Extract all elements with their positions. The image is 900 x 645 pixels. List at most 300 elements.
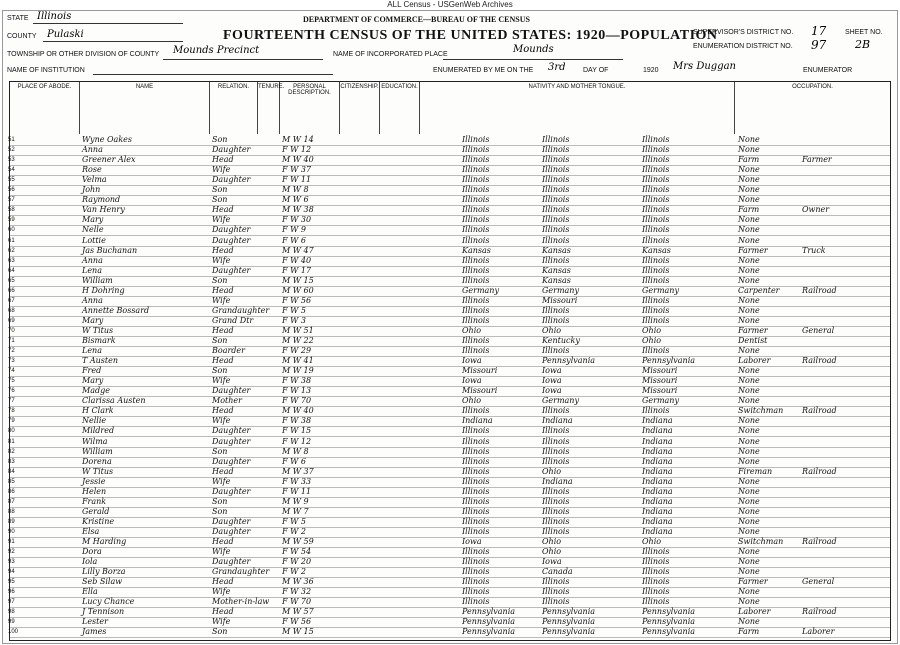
row-number: 51 xyxy=(8,137,15,143)
occupation: Switchman xyxy=(738,537,784,546)
father-birthplace: Illinois xyxy=(542,225,570,235)
industry xyxy=(802,306,872,316)
sex-race-age: M W 40 xyxy=(282,155,314,165)
industry: Laborer xyxy=(802,627,835,637)
industry: Railroad xyxy=(802,285,837,295)
mother-birthplace: Illinois xyxy=(642,205,670,215)
mother-birthplace: Illinois xyxy=(642,305,670,315)
father-birthplace: Illinois xyxy=(542,155,570,165)
birthplace: Illinois xyxy=(462,486,490,496)
industry xyxy=(802,416,872,426)
occupation: None xyxy=(738,446,760,456)
township-value: Mounds Precinct xyxy=(173,45,260,56)
birthplace: Ohio xyxy=(462,396,482,406)
father-birthplace: Kentucky xyxy=(542,336,580,345)
father-birthplace: Canada xyxy=(542,567,573,577)
sex-race-age: F W 3 xyxy=(282,315,306,325)
person-name: Mary xyxy=(82,215,104,225)
birthplace: Illinois xyxy=(462,265,490,275)
occupation: None xyxy=(738,557,760,567)
row-number: 53 xyxy=(8,157,15,164)
occupation: None xyxy=(738,526,760,536)
mother-birthplace: Illinois xyxy=(642,567,670,577)
relation: Grandaughter xyxy=(212,305,270,315)
row-number: 67 xyxy=(8,297,15,304)
relation: Son xyxy=(212,627,228,637)
occupation: Farmer xyxy=(738,245,768,255)
father-birthplace: Pennsylvania xyxy=(542,627,596,637)
mother-birthplace: Illinois xyxy=(642,265,670,275)
department-heading: DEPARTMENT OF COMMERCE—BUREAU OF THE CENSUS xyxy=(303,15,530,24)
person-name: Mary xyxy=(82,315,104,325)
birthplace: Illinois xyxy=(462,506,490,516)
industry xyxy=(802,185,872,195)
birthplace: Illinois xyxy=(462,406,490,416)
enumerator-value: Mrs Duggan xyxy=(673,61,736,72)
relation: Daughter xyxy=(212,235,251,245)
row-number: 95 xyxy=(8,579,15,586)
relation: Mother xyxy=(212,396,242,406)
relation: Head xyxy=(212,406,234,416)
mother-birthplace: Indiana xyxy=(642,416,673,426)
mother-birthplace: Illinois xyxy=(642,295,670,305)
person-name: John xyxy=(82,185,101,195)
person-name: Lena xyxy=(82,346,102,356)
mother-birthplace: Illinois xyxy=(642,165,670,175)
birthplace: Illinois xyxy=(462,476,490,486)
mother-birthplace: Pennsylvania xyxy=(642,627,696,637)
mother-birthplace: Indiana xyxy=(642,436,673,446)
industry xyxy=(802,517,872,527)
birthplace: Illinois xyxy=(462,336,490,345)
industry xyxy=(802,617,872,627)
sex-race-age: M W 8 xyxy=(282,185,309,195)
sex-race-age: M W 37 xyxy=(282,466,314,476)
birthplace: Illinois xyxy=(462,597,490,607)
person-name: Raymond xyxy=(82,195,121,205)
person-name: Lucy Chance xyxy=(82,597,135,607)
father-birthplace: Illinois xyxy=(542,456,570,466)
row-number: 91 xyxy=(8,539,15,545)
occupation: None xyxy=(738,516,760,526)
relation: Wife xyxy=(212,416,231,426)
row-number: 62 xyxy=(8,247,15,254)
relation: Mother-in-law xyxy=(212,597,270,607)
father-birthplace: Ohio xyxy=(542,537,562,546)
occupation: None xyxy=(738,215,760,225)
sex-race-age: F W 15 xyxy=(282,426,312,436)
relation: Wife xyxy=(212,255,231,265)
birthplace: Illinois xyxy=(462,295,490,305)
mother-birthplace: Missouri xyxy=(642,366,678,376)
birthplace: Iowa xyxy=(462,356,482,366)
industry xyxy=(802,225,872,235)
occupation: Dentist xyxy=(738,336,768,345)
sex-race-age: F W 12 xyxy=(282,145,312,155)
relation: Wife xyxy=(212,165,231,175)
row-number: 83 xyxy=(8,458,15,465)
mother-birthplace: Illinois xyxy=(642,255,670,265)
sex-race-age: F W 5 xyxy=(282,305,306,315)
row-number: 96 xyxy=(8,589,15,596)
col-nativity: NATIVITY AND MOTHER TONGUE. xyxy=(420,82,735,134)
birthplace: Pennsylvania xyxy=(462,607,516,617)
occupation: None xyxy=(738,255,760,265)
relation: Head xyxy=(212,356,234,366)
industry xyxy=(802,366,872,376)
person-name: Anna xyxy=(82,255,103,265)
row-number: 65 xyxy=(8,277,15,284)
occupation: None xyxy=(738,416,760,426)
sex-race-age: M W 15 xyxy=(282,627,314,637)
industry: Railroad xyxy=(802,607,837,617)
relation: Daughter xyxy=(212,265,251,275)
sex-race-age: F W 38 xyxy=(282,416,312,426)
row-number: 92 xyxy=(8,549,15,556)
row-number: 75 xyxy=(8,378,15,385)
mother-birthplace: Illinois xyxy=(642,346,670,356)
industry xyxy=(802,487,872,497)
mother-birthplace: Illinois xyxy=(642,406,670,416)
sex-race-age: M W 60 xyxy=(282,285,314,295)
relation: Daughter xyxy=(212,145,251,155)
occupation: Laborer xyxy=(738,607,771,617)
mother-birthplace: Illinois xyxy=(642,275,670,285)
industry xyxy=(802,175,872,185)
birthplace: Missouri xyxy=(462,386,498,396)
industry xyxy=(802,447,872,457)
father-birthplace: Illinois xyxy=(542,165,570,175)
col-relation: RELATION. xyxy=(210,82,258,134)
occupation: None xyxy=(738,185,760,195)
row-number: 84 xyxy=(8,468,15,475)
sex-race-age: F W 12 xyxy=(282,436,312,446)
row-number: 52 xyxy=(8,147,15,154)
relation: Son xyxy=(212,336,228,345)
birthplace: Ohio xyxy=(462,325,482,335)
row-number: 63 xyxy=(8,257,15,264)
birthplace: Illinois xyxy=(462,346,490,356)
person-name: Madge xyxy=(82,386,110,396)
birthplace: Illinois xyxy=(462,135,490,144)
row-number: 89 xyxy=(8,518,15,525)
industry xyxy=(802,386,872,396)
occupation: None xyxy=(738,235,760,245)
relation: Head xyxy=(212,285,234,295)
person-name: Van Henry xyxy=(82,205,125,215)
person-name: Mildred xyxy=(82,426,115,436)
mother-birthplace: Kansas xyxy=(642,245,671,255)
industry xyxy=(802,426,872,436)
occupation: None xyxy=(738,165,760,175)
person-name: Elsa xyxy=(82,526,100,536)
father-birthplace: Illinois xyxy=(542,406,570,416)
mother-birthplace: Missouri xyxy=(642,376,678,386)
occupation: None xyxy=(738,476,760,486)
sex-race-age: M W 6 xyxy=(282,195,309,205)
person-name: Frank xyxy=(82,496,107,506)
incorporated-value: Mounds xyxy=(513,44,554,55)
sex-race-age: M W 8 xyxy=(282,446,309,456)
person-name: Velma xyxy=(82,175,107,185)
occupation: Laborer xyxy=(738,356,771,366)
row-number: 68 xyxy=(8,307,15,314)
occupation: None xyxy=(738,617,760,627)
person-name: William xyxy=(82,275,113,285)
mother-birthplace: Illinois xyxy=(642,587,670,597)
birthplace: Illinois xyxy=(462,587,490,597)
row-number: 86 xyxy=(8,488,15,495)
mother-birthplace: Illinois xyxy=(642,195,670,205)
person-name: Dora xyxy=(82,547,102,557)
father-birthplace: Iowa xyxy=(542,386,562,396)
relation: Daughter xyxy=(212,526,251,536)
father-birthplace: Ohio xyxy=(542,325,562,335)
mother-birthplace: Indiana xyxy=(642,496,673,506)
industry xyxy=(802,437,872,447)
person-name: Lena xyxy=(82,265,102,275)
person-name: William xyxy=(82,446,113,456)
row-number: 71 xyxy=(8,338,15,344)
industry xyxy=(802,336,872,346)
occupation: None xyxy=(738,567,760,577)
father-birthplace: Pennsylvania xyxy=(542,356,596,366)
day-of-label: DAY OF xyxy=(583,67,609,74)
occupation: Switchman xyxy=(738,406,784,416)
enumerator-label: ENUMERATOR xyxy=(803,67,853,74)
industry xyxy=(802,396,872,406)
industry xyxy=(802,376,872,386)
birthplace: Illinois xyxy=(462,426,490,436)
birthplace: Iowa xyxy=(462,537,482,546)
sex-race-age: F W 56 xyxy=(282,295,312,305)
occupation: None xyxy=(738,366,760,376)
person-name: Ella xyxy=(82,587,98,597)
person-name: Lottie xyxy=(82,235,106,245)
relation: Grand Dtr xyxy=(212,315,254,325)
occupation: Farmer xyxy=(738,577,768,587)
industry: General xyxy=(802,577,835,587)
mother-birthplace: Missouri xyxy=(642,386,678,396)
father-birthplace: Pennsylvania xyxy=(542,607,596,617)
birthplace: Illinois xyxy=(462,456,490,466)
sex-race-age: F W 11 xyxy=(282,486,312,496)
birthplace: Illinois xyxy=(462,155,490,165)
father-birthplace: Illinois xyxy=(542,315,570,325)
census-table xyxy=(9,81,891,641)
relation: Daughter xyxy=(212,486,251,496)
enumeration-value: 97 xyxy=(811,38,827,52)
father-birthplace: Illinois xyxy=(542,526,570,536)
row-number: 82 xyxy=(8,448,15,455)
person-name: Anna xyxy=(82,145,103,155)
sex-race-age: M W 38 xyxy=(282,205,314,215)
father-birthplace: Illinois xyxy=(542,436,570,446)
birthplace: Illinois xyxy=(462,557,490,567)
occupation: None xyxy=(738,305,760,315)
person-name: J Tennison xyxy=(82,607,125,617)
father-birthplace: Ohio xyxy=(542,547,562,557)
enumerated-label: ENUMERATED BY ME ON THE xyxy=(433,67,534,74)
relation: Wife xyxy=(212,295,231,305)
mother-birthplace: Indiana xyxy=(642,476,673,486)
father-birthplace: Illinois xyxy=(542,195,570,205)
birthplace: Missouri xyxy=(462,366,498,376)
father-birthplace: Illinois xyxy=(542,305,570,315)
person-name: Helen xyxy=(82,486,107,496)
mother-birthplace: Indiana xyxy=(642,426,673,436)
relation: Daughter xyxy=(212,436,251,446)
row-number: 76 xyxy=(8,388,15,395)
person-name: W Titus xyxy=(82,466,114,476)
sex-race-age: M W 7 xyxy=(282,506,309,516)
mother-birthplace: Indiana xyxy=(642,506,673,516)
occupation: None xyxy=(738,506,760,516)
person-name: Jas Buchanan xyxy=(82,245,138,255)
industry xyxy=(802,165,872,175)
birthplace: Indiana xyxy=(462,416,493,426)
occupation: None xyxy=(738,486,760,496)
sex-race-age: F W 20 xyxy=(282,557,312,567)
birthplace: Illinois xyxy=(462,185,490,195)
person-name: Annette Bossard xyxy=(82,305,150,315)
person-name: Iola xyxy=(82,557,98,567)
sex-race-age: F W 56 xyxy=(282,617,312,627)
industry xyxy=(802,457,872,467)
form-title: FOURTEENTH CENSUS OF THE UNITED STATES: 1920—POPULATION xyxy=(223,28,718,43)
person-name: Rose xyxy=(82,165,102,175)
relation: Daughter xyxy=(212,456,251,466)
relation: Wife xyxy=(212,476,231,486)
birthplace: Illinois xyxy=(462,235,490,245)
row-number: 87 xyxy=(8,498,15,505)
census-sheet xyxy=(2,10,898,644)
col-name: NAME xyxy=(80,82,210,134)
occupation: None xyxy=(738,265,760,275)
sex-race-age: F W 70 xyxy=(282,396,312,406)
father-birthplace: Missouri xyxy=(542,295,578,305)
industry: General xyxy=(802,325,835,335)
occupation: None xyxy=(738,396,760,406)
col-tenure: TENURE. xyxy=(258,82,280,134)
mother-birthplace: Pennsylvania xyxy=(642,607,696,617)
person-name: Nelle xyxy=(82,225,104,235)
person-name: H Clark xyxy=(82,406,114,416)
person-name: Seb Silaw xyxy=(82,577,123,587)
birthplace: Illinois xyxy=(462,466,490,476)
row-number: 61 xyxy=(8,237,15,244)
relation: Wife xyxy=(212,617,231,627)
relation: Daughter xyxy=(212,175,251,185)
row-number: 56 xyxy=(8,187,15,194)
relation: Son xyxy=(212,496,228,506)
mother-birthplace: Germany xyxy=(642,396,679,406)
row-number: 73 xyxy=(8,358,15,365)
row-number: 94 xyxy=(8,569,15,576)
sex-race-age: F W 17 xyxy=(282,265,312,275)
person-name: Wyne Oakes xyxy=(82,135,133,144)
occupation: None xyxy=(738,386,760,396)
father-birthplace: Illinois xyxy=(542,446,570,456)
father-birthplace: Illinois xyxy=(542,577,570,587)
mother-birthplace: Illinois xyxy=(642,175,670,185)
mother-birthplace: Ohio xyxy=(642,325,662,335)
occupation: Farmer xyxy=(738,325,768,335)
father-birthplace: Illinois xyxy=(542,587,570,597)
mother-birthplace: Illinois xyxy=(642,135,670,144)
father-birthplace: Illinois xyxy=(542,426,570,436)
relation: Head xyxy=(212,245,234,255)
person-name: James xyxy=(82,627,107,637)
institution-label: NAME OF INSTITUTION xyxy=(7,67,85,74)
industry xyxy=(802,135,872,145)
sex-race-age: M W 41 xyxy=(282,356,314,366)
relation: Daughter xyxy=(212,516,251,526)
birthplace: Illinois xyxy=(462,145,490,155)
occupation: None xyxy=(738,295,760,305)
row-number: 88 xyxy=(8,508,15,515)
father-birthplace: Illinois xyxy=(542,185,570,195)
mother-birthplace: Ohio xyxy=(642,537,662,546)
birthplace: Illinois xyxy=(462,165,490,175)
industry xyxy=(802,346,872,356)
person-name: M Harding xyxy=(82,537,127,546)
father-birthplace: Illinois xyxy=(542,506,570,516)
table-row xyxy=(10,627,890,638)
birthplace: Illinois xyxy=(462,577,490,587)
industry xyxy=(802,276,872,286)
industry xyxy=(802,266,872,276)
mother-birthplace: Indiana xyxy=(642,446,673,456)
mother-birthplace: Pennsylvania xyxy=(642,617,696,627)
industry xyxy=(802,567,872,577)
relation: Daughter xyxy=(212,426,251,436)
row-number: 99 xyxy=(8,619,15,626)
father-birthplace: Illinois xyxy=(542,486,570,496)
mother-birthplace: Indiana xyxy=(642,456,673,466)
sex-race-age: F W 40 xyxy=(282,255,312,265)
sex-race-age: F W 11 xyxy=(282,175,312,185)
father-birthplace: Germany xyxy=(542,285,579,295)
row-number: 90 xyxy=(8,528,15,535)
occupation: None xyxy=(738,587,760,597)
industry xyxy=(802,597,872,607)
birthplace: Illinois xyxy=(462,175,490,185)
father-birthplace: Illinois xyxy=(542,235,570,245)
sex-race-age: M W 9 xyxy=(282,496,309,506)
sex-race-age: M W 14 xyxy=(282,135,314,144)
industry xyxy=(802,296,872,306)
sex-race-age: F W 33 xyxy=(282,476,312,486)
occupation: Fireman xyxy=(738,466,773,476)
relation: Head xyxy=(212,577,234,587)
sex-race-age: F W 9 xyxy=(282,225,306,235)
row-number: 57 xyxy=(8,197,15,204)
sex-race-age: F W 2 xyxy=(282,526,306,536)
row-number: 93 xyxy=(8,559,15,566)
father-birthplace: Illinois xyxy=(542,496,570,506)
industry: Truck xyxy=(802,245,826,255)
row-number: 58 xyxy=(8,207,15,214)
birthplace: Illinois xyxy=(462,436,490,446)
birthplace: Illinois xyxy=(462,547,490,557)
relation: Head xyxy=(212,325,234,335)
occupation: Farm xyxy=(738,155,760,165)
relation: Daughter xyxy=(212,386,251,396)
mother-birthplace: Illinois xyxy=(642,145,670,155)
mother-birthplace: Illinois xyxy=(642,235,670,245)
father-birthplace: Illinois xyxy=(542,516,570,526)
